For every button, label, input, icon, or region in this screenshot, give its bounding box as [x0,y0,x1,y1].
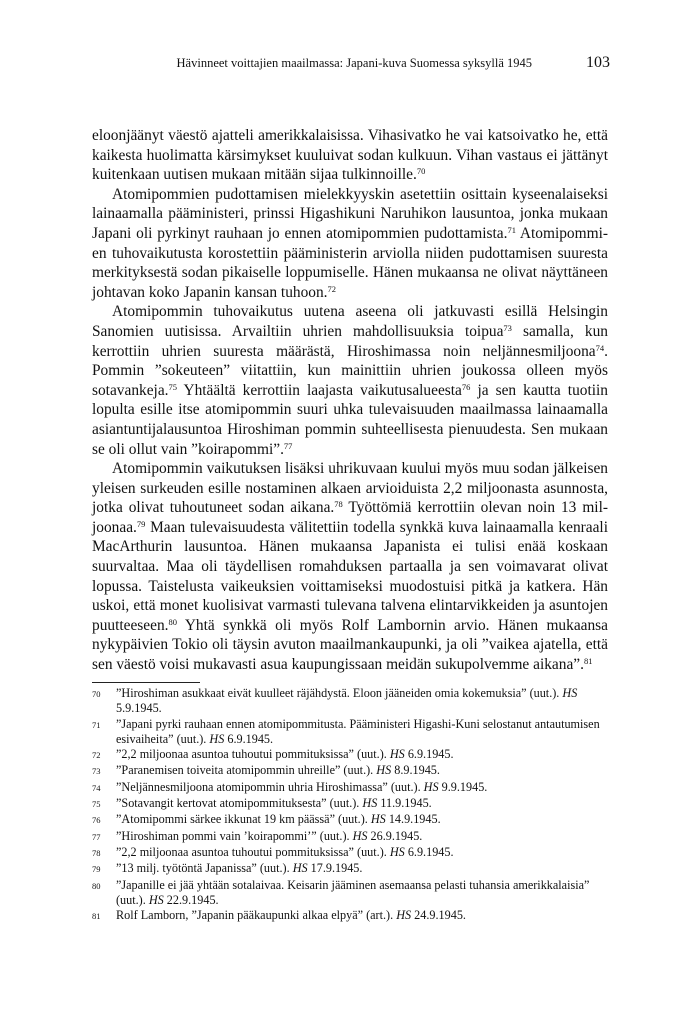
text-run: ja sen kautta tuotiin lopulta esille itse atomipommin suuri uhka tulevaisuuden maailmassa lainaamalla asiantuntijalausuntoa Hiroshiman pommin suhteellisesta pienuudesta. Sen mukaan se oli ollut vain ”koirapommi”. [92,381,608,458]
source-abbrev: HS [209,731,225,746]
footnote-number: 76 [92,815,101,826]
footnote-text [116,812,608,828]
footnote-text [116,796,608,812]
footnote [92,717,608,748]
footnote-number: 70 [92,689,101,699]
text-run: ”2,2 miljoonaa asuntoa tuhoutui pommituksissa” (uut.). [116,747,390,762]
footnote-number: 73 [92,766,101,777]
footnote-number: 71 [92,719,101,730]
text-run: 8.9.1945. [391,763,440,778]
source-abbrev: HS [376,763,392,778]
text-run: ”Hiroshiman asukkaat eivät kuulleet räjähdystä. Eloon jääneiden omia kokemuksia” (uut.). [116,686,563,700]
footnote [92,747,608,763]
text-run: Maan tulevaisuudesta välitettiin todella synkkä kuva lainaamalla kenraali MacArthurin lausuntoa. Hänen mukaansa Japanista ei tulisi enää koskaan suurvaltaa. Maa oli täydellisen romahduksen partaalla ja sen voimavarat olivat lopussa. Taistelusta vaikeuksien voittamiseksi muodostuisi pitkä ja katkera. Hän uskoi, että monet kuolisivat varmasti tulevana talvena elintarvikkeiden ja asuntojen puutteeseen. [92,518,608,634]
footnote-ref: 70 [416,166,426,177]
text-run: eloonjäänyt väestö ajatteli amerikkalaisissa. Vihasivatko he vai katsoivatko he, että kaikesta huolimatta kärsimykset kuuluivat sodan kulkuun. Vihan vastaus ei jättänyt kuitenkaan uutisen mukaan mitään sijaa tulkinnoille. [92,127,608,184]
source-abbrev: HS [389,747,405,762]
footnote [92,686,608,717]
running-head: Hävinneet voittajien maailmassa: Japani-kuva Suomessa syksyllä 1945 [176,56,532,70]
footnote-ref: 79 [136,518,146,529]
footnote-ref: 77 [283,440,293,451]
paragraph [92,459,608,675]
footnote [92,796,608,812]
text-run: ”Atomipommi särkee ikkunat 19 km päässä” (uut.). [116,812,371,827]
source-abbrev: HS [292,861,308,876]
paragraph [92,185,608,303]
footnote-ref: 76 [461,381,471,392]
footnote-number: 78 [92,847,101,858]
text-run: ”Sotavangit kertovat atomipommituksesta” (uut.). [116,796,363,811]
footnote [92,908,608,924]
footnote-text [116,747,608,763]
footnote-ref: 81 [583,656,593,667]
footnote [92,829,608,845]
footnote-number: 80 [92,880,101,891]
footnote [92,845,608,861]
text-run: 24.9.1945. [411,908,466,923]
text-run: samalla, kun kerrottiin uhrien suuresta määrästä, Hiroshimassa noin neljännesmiljoona [92,322,608,360]
footnote-ref: 78 [334,499,343,510]
text-run: 9.9.1945. [438,779,488,794]
footnote [92,763,608,779]
paragraph [92,126,608,185]
footnote-rule [92,682,200,683]
text-run: . Pommin ”sokeuteen” viitattiin, kun mainittiin uhrien joukossa olleen myös sotavankeja. [92,342,608,399]
footnote-ref: 75 [168,381,177,392]
source-abbrev: HS [389,844,405,859]
source-abbrev: HS [423,779,439,794]
footnote-ref: 73 [503,322,512,333]
footnote-number: 72 [92,750,101,761]
text-run: ”Paranemisen toiveita atomipommin uhreille” (uut.). [116,763,377,778]
text-run: 26.9.1945. [367,828,423,843]
text-run: Atomipommin vaikutuksen lisäksi uhrikuvaan kuului myös muu sodan jälkeisen yleisen surkeuden esille nostaminen alkaen arvioiduista 2,2 miljoonasta asunnosta, jotka olivat tuhoutuneet sodan aikana. [92,460,608,517]
text-run: Atomipommin tuhovaikutus uutena aseena oli jatkuvasti esillä Helsingin Sanomien uutisissa. Arvailtiin uhrien mahdollisuuksia toipua [92,303,608,340]
text-run: Rolf Lamborn, ”Japanin pääkaupunki alkaa elpyä” (art.). [116,908,397,923]
source-abbrev: HS [396,908,412,923]
text-run: ”Japani pyrki rauhaan ennen atomipommitusta. Pääministeri Higashi-Kuni selostanut antautumisen esivaiheita” (uut.). [116,716,600,746]
page-header [70,56,610,76]
footnote-text [116,717,608,748]
footnote [92,780,608,796]
text-run: Yhtä synkkä oli myös Rolf Lambornin arvio. Hänen mukaansa nykypäivien Tokio oli täysin avuton maailmankaupunki, ja oli ”vaikea ajatella, että sen väestö voisi mukavasti asua kaupungissaan meidän sukupolvemme aikana”. [92,616,608,674]
footnote-text [116,686,608,717]
footnotes [92,686,608,924]
text-run: 17.9.1945. [307,861,363,876]
paragraph [92,302,608,459]
text-run: 14.9.1945. [385,812,441,827]
footnote-text [116,763,608,779]
footnote-text [116,878,608,909]
footnote [92,812,608,828]
footnote-text [116,845,608,861]
text-run: Yhtäältä kerrottiin laajasta vaikutusalueesta [177,381,462,399]
footnote-ref: 72 [327,283,337,294]
footnote-text [116,908,608,924]
text-run: 22.9.1945. [163,892,219,907]
text-run: ”Neljännesmiljoona atomipommin uhria Hiroshimassa” (uut.). [116,779,424,794]
footnote [92,861,608,877]
footnote-number: 74 [92,782,101,793]
footnote-ref: 71 [507,224,516,235]
text-run: ”2,2 miljoonaa asuntoa tuhoutui pommituksissa” (uut.). [116,844,390,859]
footnote-ref: 74 [595,342,605,353]
footnote-number: 75 [92,799,101,810]
footnote-text [116,780,608,796]
text-run: Työttömiä kerrottiin olevan noin 13 miljoonaa. [92,499,608,536]
footnote-text [116,829,608,845]
text-run: ”13 milj. työtöntä Japanissa” (uut.). [116,861,293,876]
source-abbrev: HS [562,686,578,700]
text-run: Atomipommien tuhovaikutusta korostettiin pääministerin arviolla niiden pudottamisen suuresta merkityksestä sodan pikaiselle loppumiselle. Hänen mukaansa ne olivat näyttäneen johtavan koko Japanin kansan tuhoon. [92,224,608,301]
text-run: 6.9.1945. [404,844,454,859]
text-run: 6.9.1945. [224,731,274,746]
text-run: ”Japanille ei jää yhtään sotalaivaa. Keisarin jääminen asemaansa pelasti tuhansia amerikkalaisia” (uut.). [116,877,590,907]
text-run: Atomipommien pudottamisen mielekkyyskin asetettiin osittain kyseenalaiseksi lainaamalla pääministeri, prinssi Higashikuni Naruhikon lausuntoa, jonka mukaan Japani oli pyrkinyt rauhaan jo ennen atomipommien pudottamista. [92,185,608,242]
footnote-number: 77 [92,831,101,842]
text-run: 6.9.1945. [404,747,454,762]
source-abbrev: HS [362,796,378,811]
source-abbrev: HS [352,828,368,843]
text-run: ”Hiroshiman pommi vain ’koirapommi’” (uut.). [116,828,353,843]
footnote-ref: 80 [168,616,177,627]
body-text [92,126,608,675]
source-abbrev: HS [370,812,386,827]
page-number: 103 [586,54,610,71]
footnote-number: 79 [92,864,101,875]
footnote-number: 81 [92,911,101,922]
footnote-text [116,861,608,877]
text-run: 5.9.1945. [116,701,162,716]
footnote [92,878,608,909]
text-run: 11.9.1945. [377,796,432,811]
source-abbrev: HS [148,892,164,907]
